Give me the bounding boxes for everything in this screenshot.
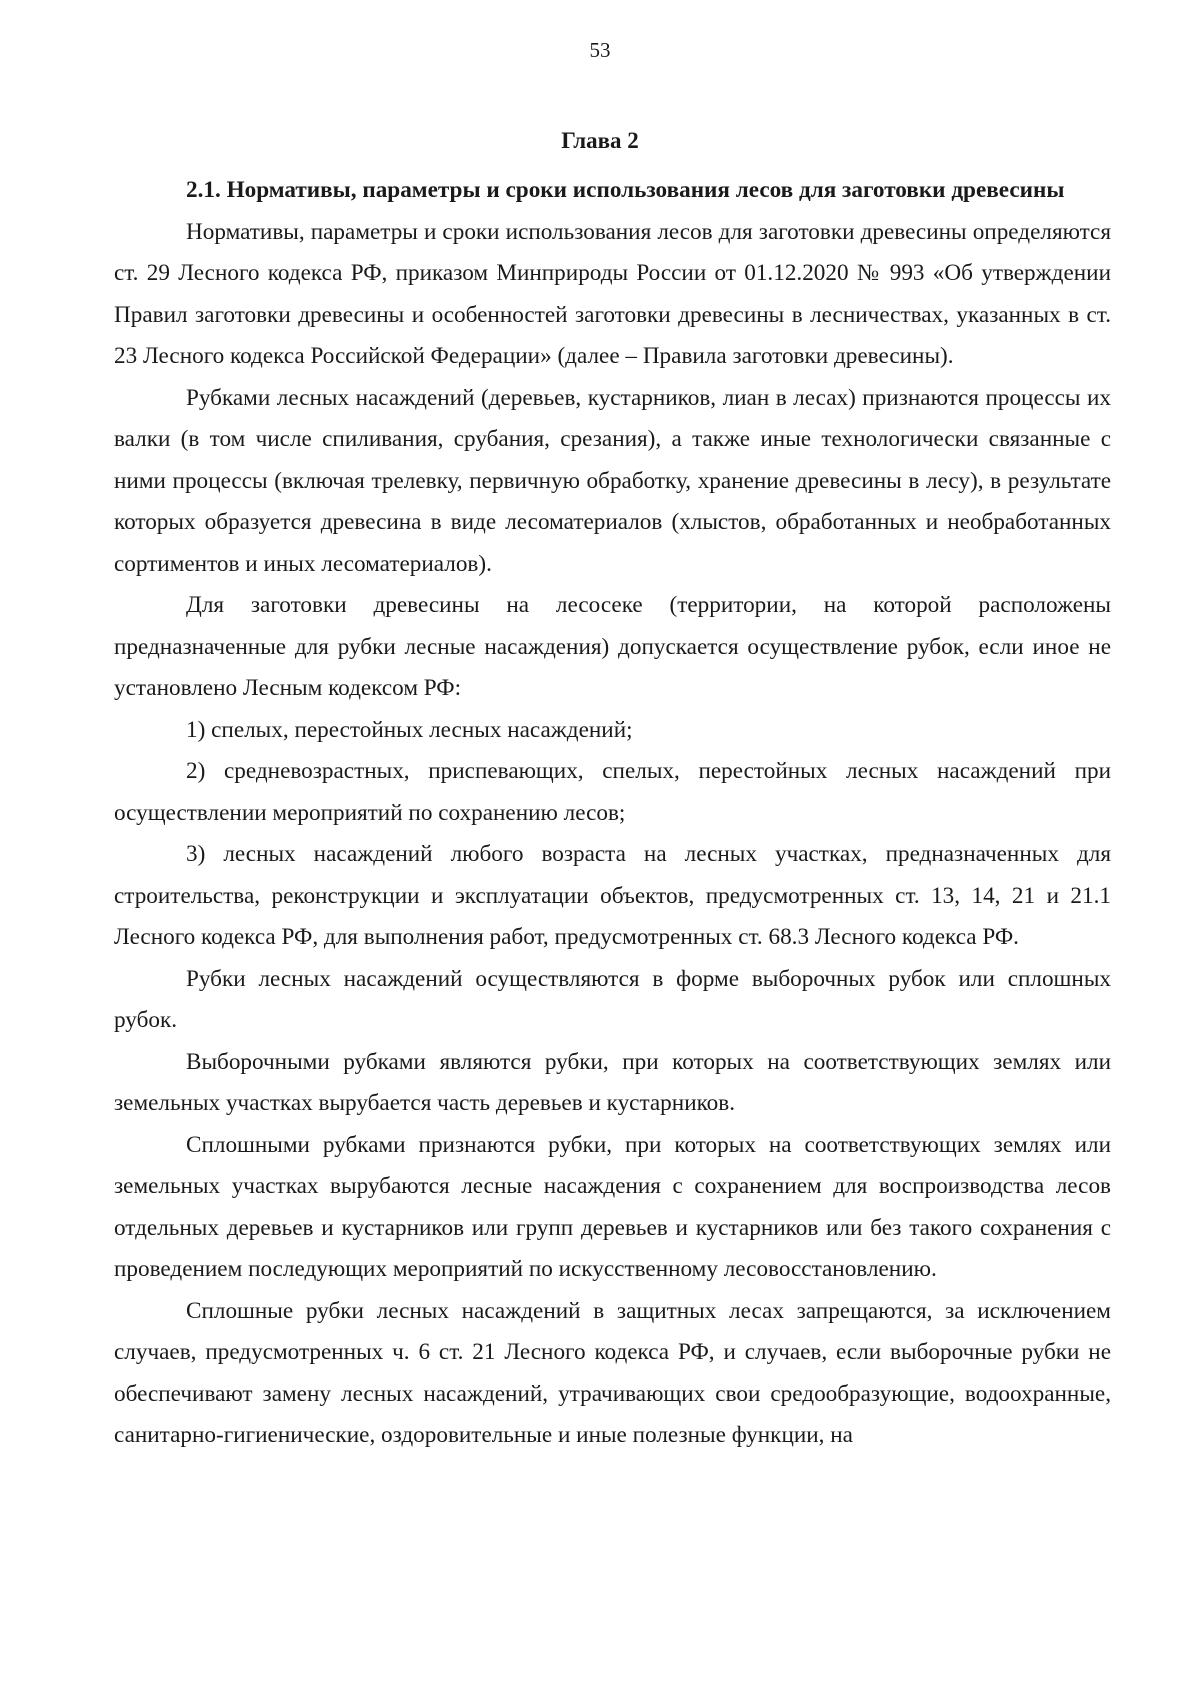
page-number: 53 (589, 38, 611, 62)
chapter-title: Глава 2 (561, 128, 639, 153)
document-body (114, 170, 1111, 1457)
paragraph: Сплошными рубками признаются рубки, при которых на соответствующих землях или земельных участках вырубаются лесные насаждения с сохранением для воспроизводства лесов отдельных деревьев и кустарников или групп деревьев и кустарников или без такого сохранения с проведением последующих мероприятий по искусственному лесовосстановлению. (114, 1131, 1111, 1282)
list-item: 3) лесных насаждений любого возраста на лесных участках, предназначенных для строительства, реконструкции и эксплуатации объектов, предусмотренных ст. 13, 14, 21 и 21.1 Лесного кодекса РФ, для выполнения работ, предусмотренных ст. 68.3 Лесного кодекса РФ. (114, 841, 1111, 950)
list-item: 2) средневозрастных, приспевающих, спелых, перестойных лесных насаждений при осуществлении мероприятий по сохранению лесов; (114, 758, 1111, 826)
paragraph: Сплошные рубки лесных насаждений в защитных лесах запрещаются, за исключением случаев, предусмотренных ч. 6 ст. 21 Лесного кодекса РФ, и случаев, если выборочные рубки не обеспечивают замену лесных насаждений, утрачивающих свои средообразующие, водоохранные, санитарно-гигиенические, оздоровительные и иные полезные функции, на (114, 1297, 1111, 1448)
paragraph: Рубками лесных насаждений (деревьев, кустарников, лиан в лесах) признаются процессы их валки (в том числе спиливания, срубания, срезания), а также иные технологически связанные с ними процессы (включая трелевку, первичную обработку, хранение древесины в лесу), в результате которых образуется древесина в виде лесоматериалов (хлыстов, обработанных и необработанных сортиментов и иных лесоматериалов). (114, 384, 1111, 577)
paragraph: Для заготовки древесины на лесосеке (территории, на которой расположены предназначенные для рубки лесные насаждения) допускается осуществление рубок, если иное не установлено Лесным кодексом РФ: (114, 592, 1111, 701)
paragraph: Выборочными рубками являются рубки, при которых на соответствующих землях или земельных участках вырубается часть деревьев и кустарников. (114, 1048, 1111, 1116)
paragraph: Рубки лесных насаждений осуществляются в форме выборочных рубок или сплошных рубок. (114, 965, 1111, 1033)
section-title: 2.1. Нормативы, параметры и сроки использования лесов для заготовки древесины (186, 177, 1065, 203)
paragraph: Нормативы, параметры и сроки использования лесов для заготовки древесины определяются ст. 29 Лесного кодекса РФ, приказом Минприроды России от 01.12.2020 № 993 «Об утверждении Правил заготовки древесины и особенностей заготовки древесины в лесничествах, указанных в ст. 23 Лесного кодекса Российской Федерации» (далее – Правила заготовки древесины). (114, 218, 1111, 369)
list-item: 1) спелых, перестойных лесных насаждений; (186, 716, 633, 743)
